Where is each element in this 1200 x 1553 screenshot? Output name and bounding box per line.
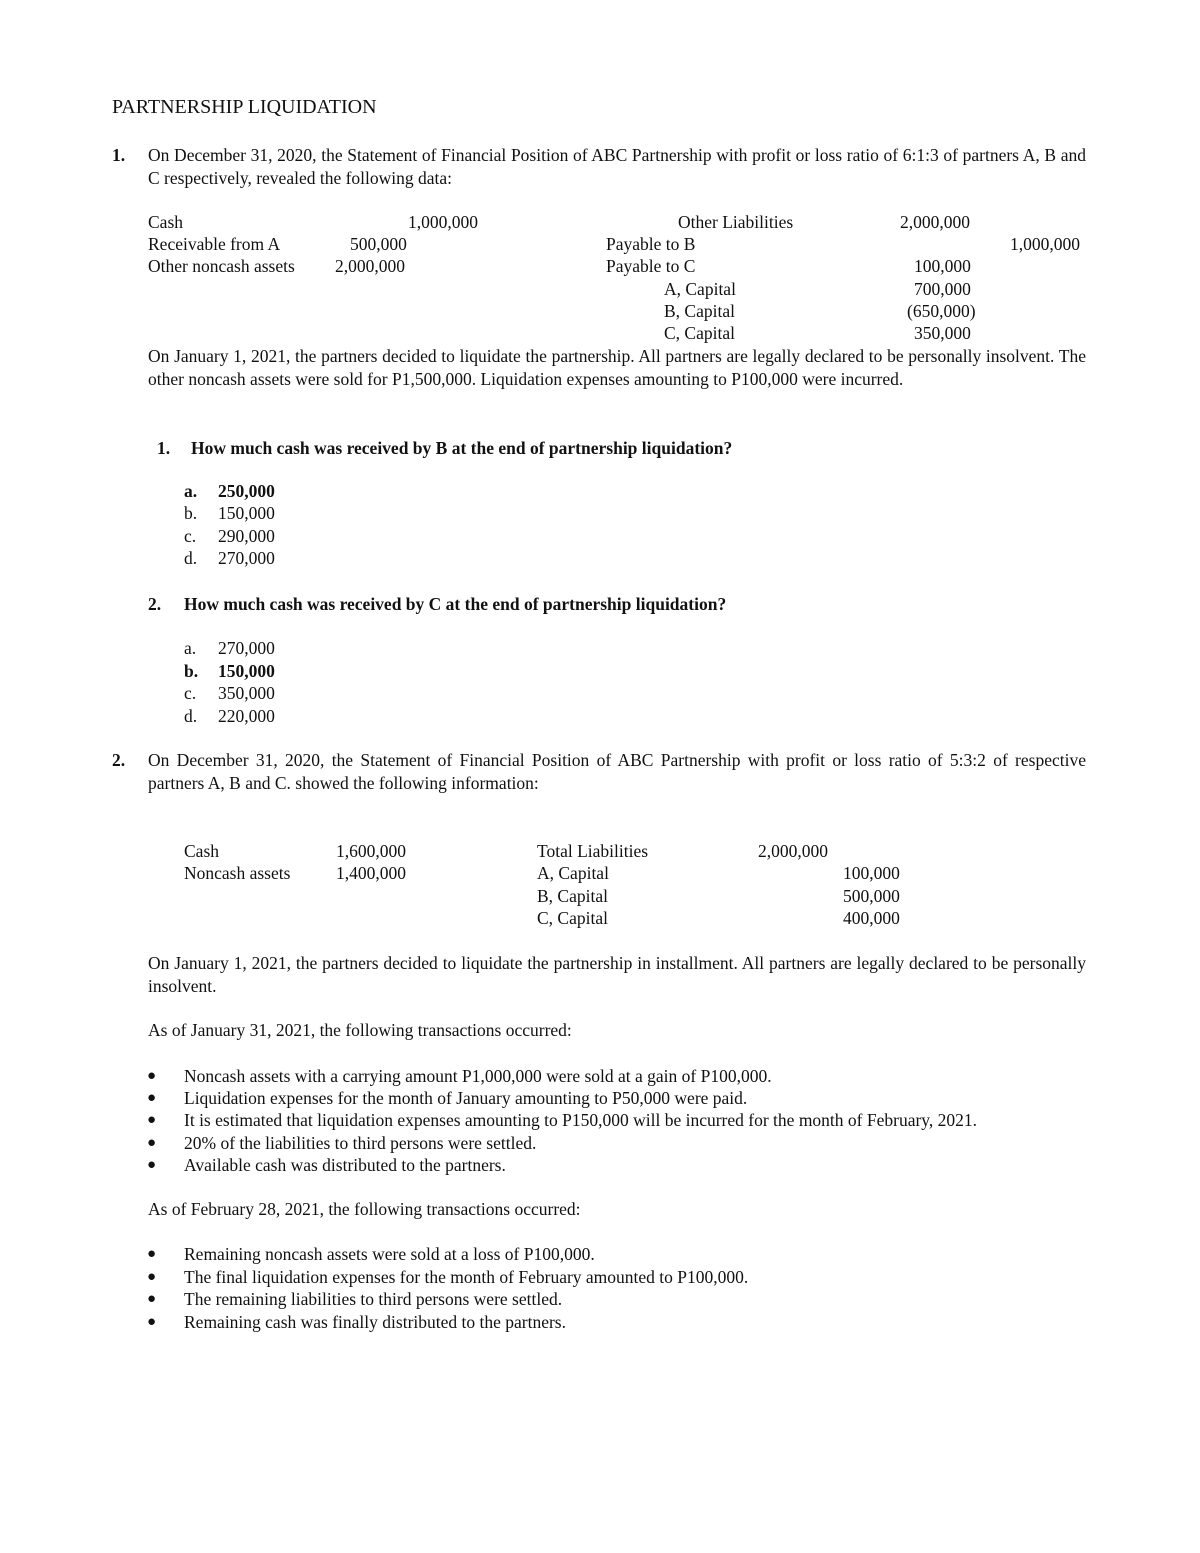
choice-value: 150,000 [218,503,275,523]
bullet-icon: ● [147,1269,157,1285]
choice-value: 270,000 [218,548,275,568]
bullet-icon: ● [147,1090,157,1106]
question-number: 2. [148,594,162,614]
asset-value: 1,600,000 [336,841,406,861]
bullet-icon: ● [147,1112,157,1128]
list-item: Liquidation expenses for the month of January amounting to P50,000 were paid. [184,1088,748,1108]
choice-letter: d. [184,548,198,568]
question-text: How much cash was received by C at the end of partnership liquidation? [184,594,727,614]
choice-letter: a. [184,638,197,658]
choice-letter: b. [184,661,199,681]
asset-label: Cash [148,212,183,232]
liability-label: B, Capital [537,886,608,906]
liability-label: A, Capital [537,863,609,883]
choice-value: 270,000 [218,638,275,658]
list-item: The remaining liabilities to third persons were settled. [184,1289,563,1309]
liability-label: Total Liabilities [537,841,649,861]
problem-narrative: On January 1, 2021, the partners decided to liquidate the partnership in installment. All partners are legally declared to be personally insolvent. [148,953,1086,996]
list-item: The final liquidation expenses for the month of February amounted to P100,000. [184,1267,749,1287]
liability-value: 1,000,000 [1010,234,1080,254]
choice-letter: c. [184,526,197,546]
bullet-icon: ● [147,1291,157,1307]
bullet-icon: ● [147,1314,157,1330]
asset-value: 1,000,000 [408,212,478,232]
asset-label: Other noncash assets [148,256,295,276]
choice-letter: a. [184,481,198,501]
bullet-icon: ● [147,1157,157,1173]
asset-value: 500,000 [350,234,407,254]
choice-letter: c. [184,683,197,703]
choice-value: 220,000 [218,706,275,726]
asset-value: 2,000,000 [335,256,405,276]
liability-label: Payable to B [606,234,696,254]
list-item: Available cash was distributed to the partners. [184,1155,506,1175]
problem-number: 2. [112,750,126,770]
asset-label: Receivable from A [148,234,281,254]
choice-value-correct: 250,000 [218,481,275,501]
list-item: Remaining noncash assets were sold at a loss of P100,000. [184,1244,595,1264]
liability-label: Payable to C [606,256,696,276]
liability-value: 350,000 [914,323,971,343]
liability-label: C, Capital [537,908,608,928]
choice-value-correct: 150,000 [218,661,275,681]
liability-value: (650,000) [907,301,976,321]
list-item: Remaining cash was finally distributed to the partners. [184,1312,566,1332]
choice-value: 290,000 [218,526,275,546]
list-item: 20% of the liabilities to third persons were settled. [184,1133,537,1153]
liability-value: 100,000 [914,256,971,276]
asset-label: Cash [184,841,219,861]
choice-letter: b. [184,503,198,523]
problem-intro: On December 31, 2020, the Statement of Financial Position of ABC Partnership with profit or loss ratio of 5:3:2 of respective partners A, B and C. showed the following information: [148,750,1086,793]
liability-value: 2,000,000 [900,212,970,232]
asset-value: 1,400,000 [336,863,406,883]
liability-label: A, Capital [664,279,736,299]
problem-number: 1. [112,145,126,165]
section-heading-february: As of February 28, 2021, the following transactions occurred: [148,1199,581,1219]
problem-intro: On December 31, 2020, the Statement of Financial Position of ABC Partnership with profit or loss ratio of 6:1:3 of partners A, B and C respectively, revealed the following data: [148,145,1086,188]
page-title: PARTNERSHIP LIQUIDATION [112,96,377,118]
liability-value: 400,000 [843,908,900,928]
bullet-icon: ● [147,1135,157,1151]
bullet-icon: ● [147,1246,157,1262]
choice-value: 350,000 [218,683,275,703]
liability-label: B, Capital [664,301,735,321]
liability-label: Other Liabilities [678,212,794,232]
list-item: Noncash assets with a carrying amount P1,000,000 were sold at a gain of P100,000. [184,1066,772,1086]
problem-narrative: On January 1, 2021, the partners decided to liquidate the partnership. All partners are legally declared to be personally insolvent. The other noncash assets were sold for P1,500,000. Liquidation expenses amounting to P100,000 were incurred. [148,346,1086,389]
section-heading-january: As of January 31, 2021, the following transactions occurred: [148,1020,572,1040]
choice-letter: d. [184,706,198,726]
list-item: It is estimated that liquidation expenses amounting to P150,000 will be incurred for the month of February, 2021. [184,1110,978,1130]
liability-label: C, Capital [664,323,735,343]
question-number: 1. [157,438,171,458]
liability-value: 2,000,000 [758,841,828,861]
bullet-icon: ● [147,1068,157,1084]
question-text: How much cash was received by B at the end of partnership liquidation? [191,438,733,458]
liability-value: 500,000 [843,886,900,906]
liability-value: 700,000 [914,279,971,299]
asset-label: Noncash assets [184,863,291,883]
liability-value: 100,000 [843,863,900,883]
